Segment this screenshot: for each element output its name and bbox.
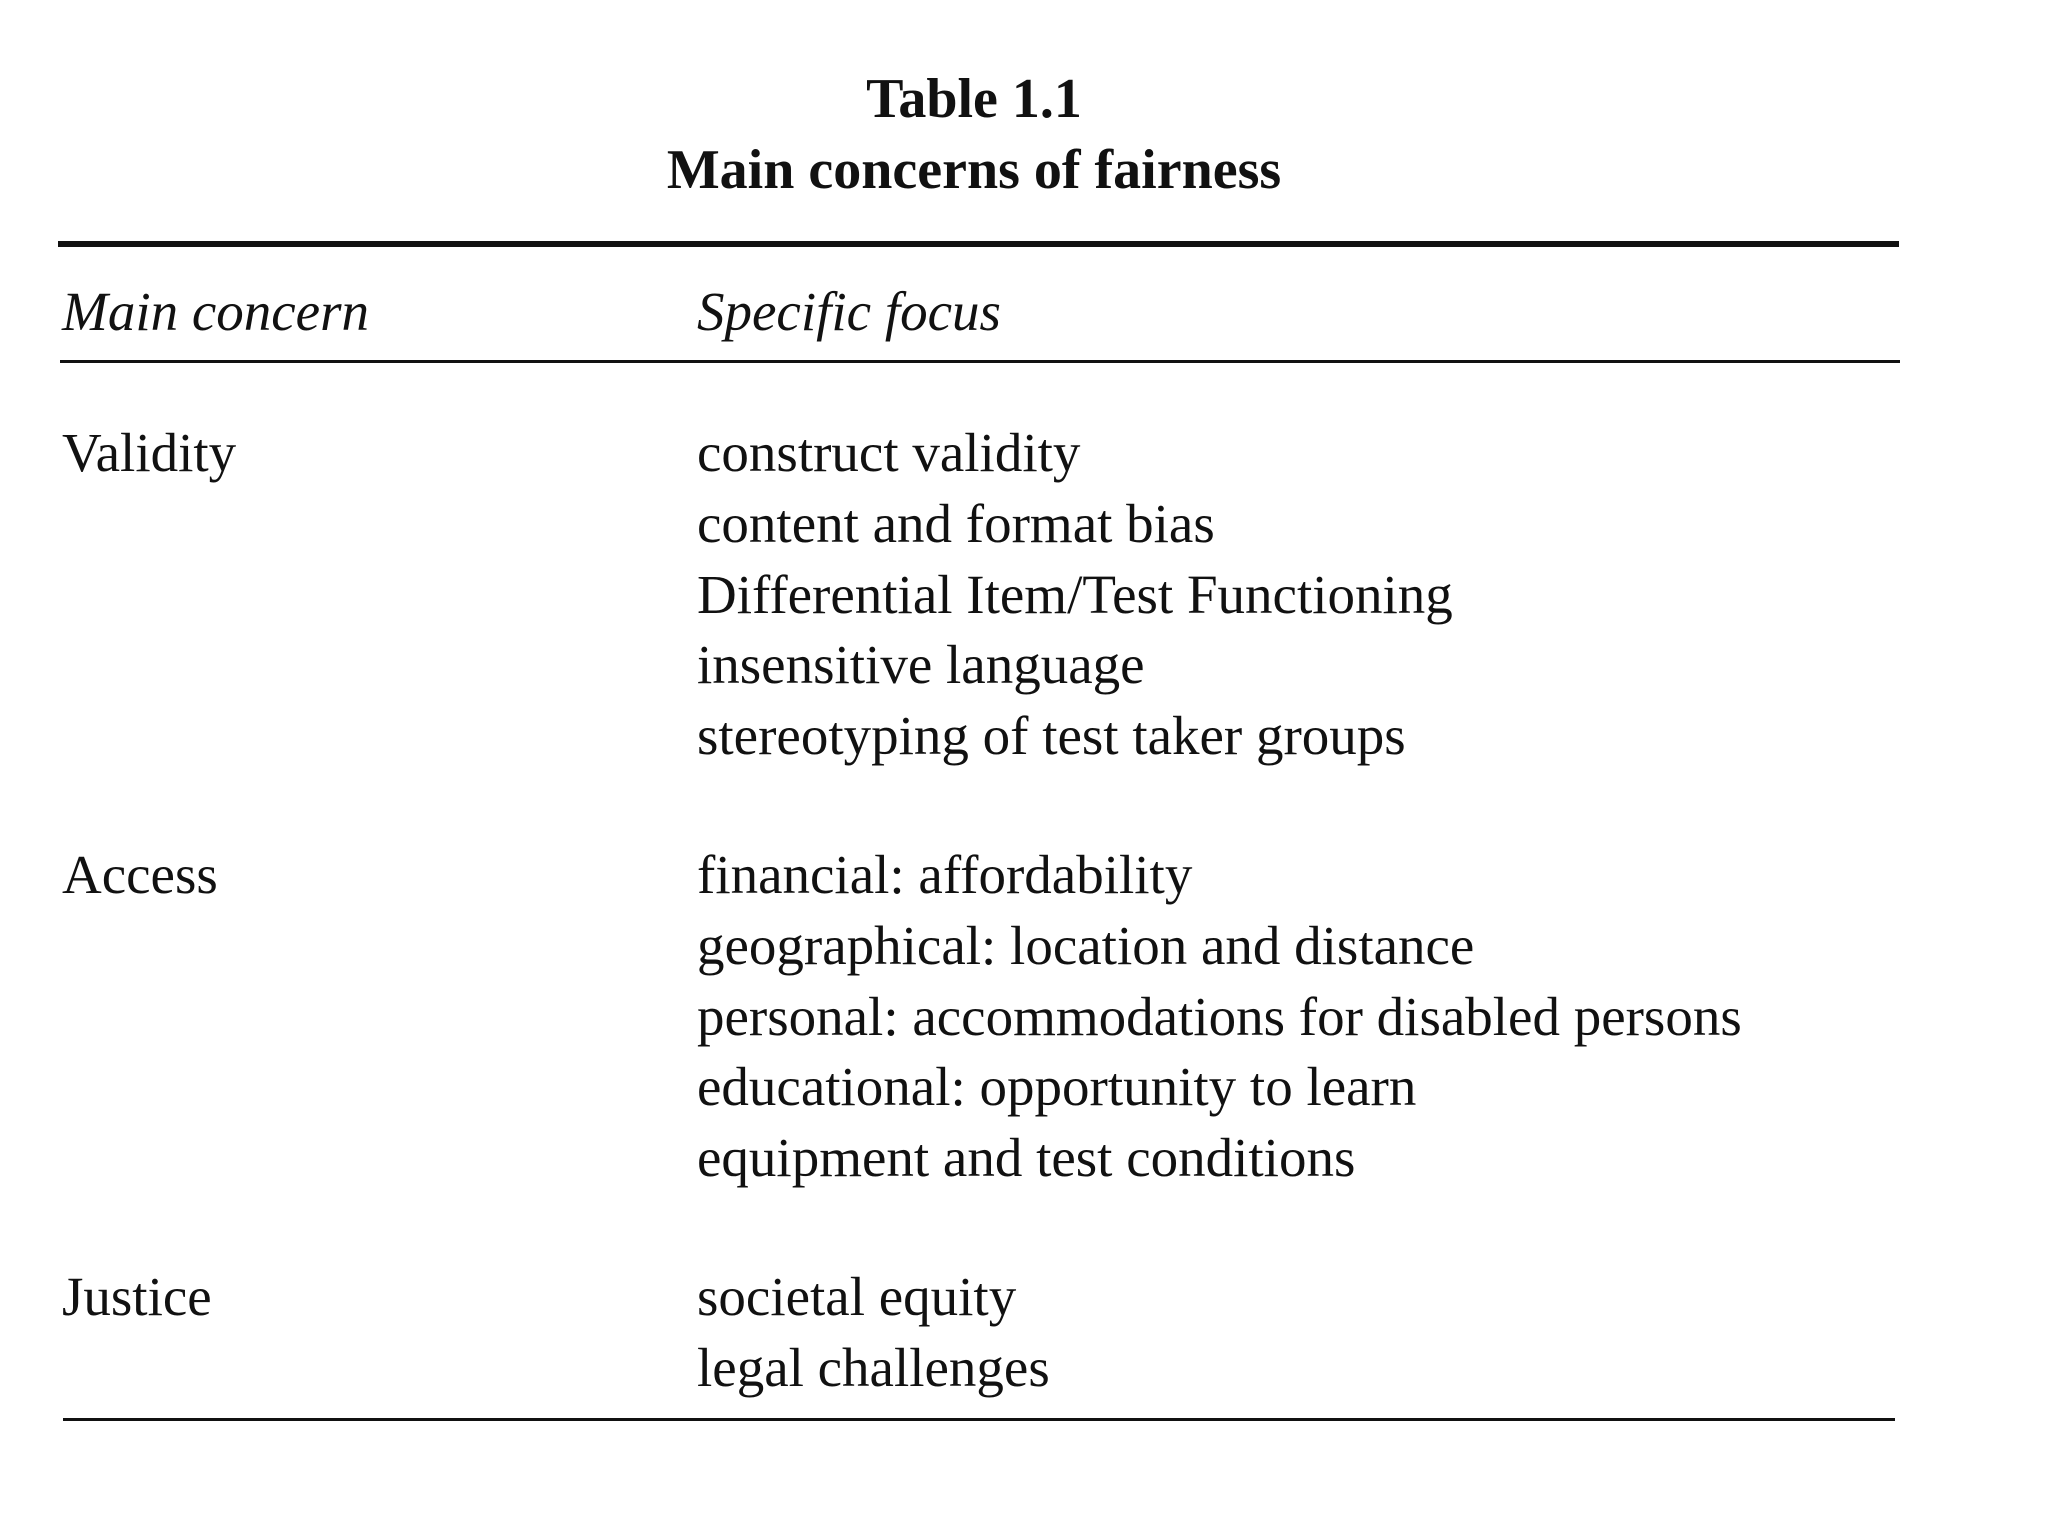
focus-item: Differential Item/Test Functioning [697,563,1453,625]
focus-item: content and format bias [697,492,1215,554]
table-bottom-rule [63,1418,1895,1421]
focus-item: personal: accommodations for disabled persons [697,985,1742,1047]
table-title: Main concerns of fairness [666,139,1282,201]
focus-item: equipment and test conditions [697,1127,1356,1189]
focus-item: stereotyping of test taker groups [697,705,1406,767]
focus-list-validity [697,418,1453,772]
focus-item: insensitive language [697,634,1145,696]
row-concern-validity: Validity [62,422,237,483]
column-header-specific-focus: Specific focus [697,281,1001,342]
focus-item: societal equity [697,1266,1017,1327]
table-top-rule [58,241,1899,247]
table-number: Table 1.1 [866,68,1082,130]
column-header-main-concern: Main concern [62,281,369,342]
focus-item: geographical: location and distance [697,914,1475,976]
table-header-rule [60,360,1900,363]
focus-list-access [697,840,1742,1194]
row-concern-access: Access [62,844,218,905]
focus-list-justice [697,1262,1050,1404]
focus-item: educational: opportunity to learn [697,1056,1417,1118]
row-concern-justice: Justice [62,1266,212,1327]
focus-item: legal challenges [697,1336,1050,1398]
focus-item: construct validity [697,422,1081,483]
focus-item: financial: affordability [697,844,1193,905]
